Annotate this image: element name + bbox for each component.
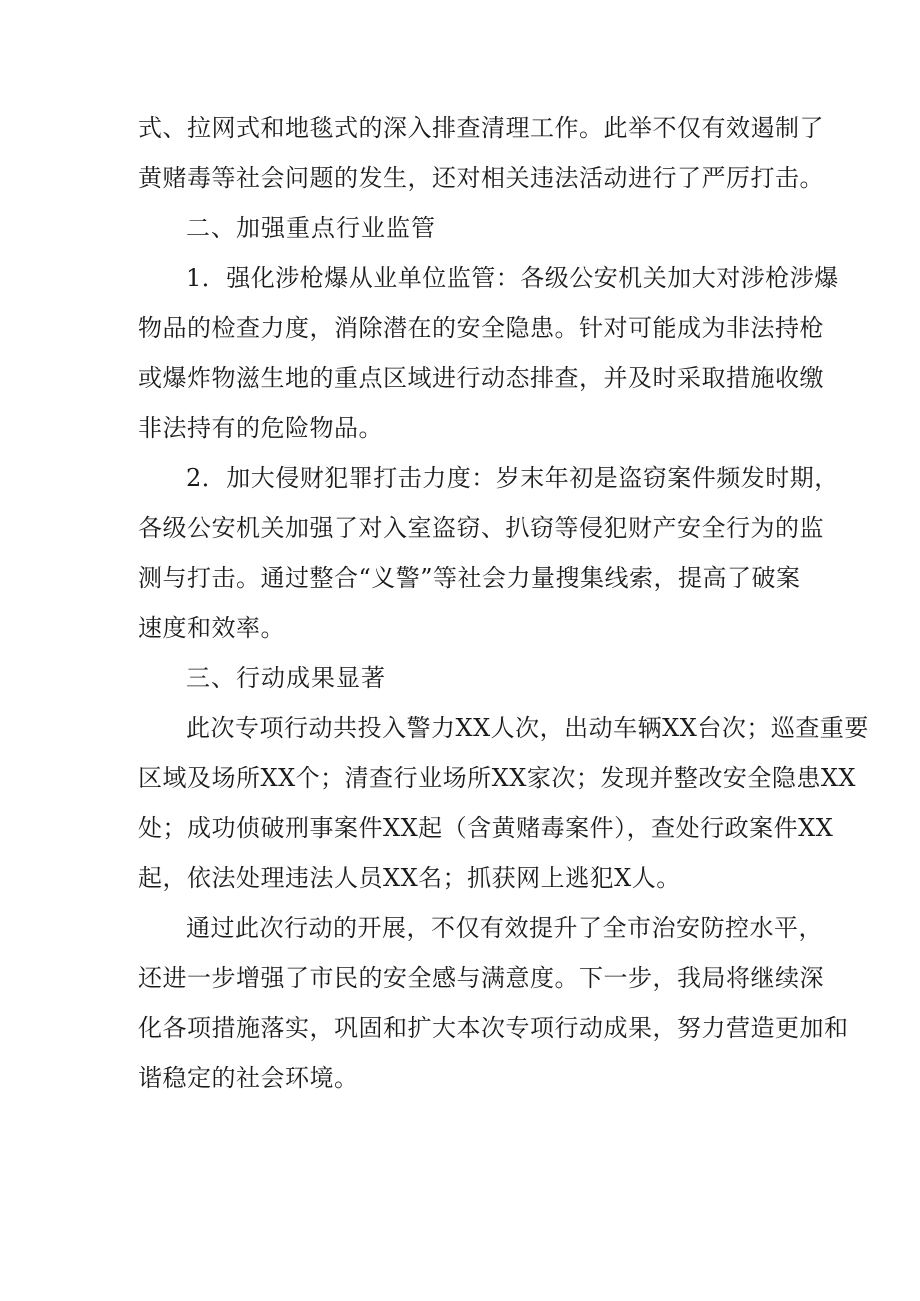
paragraph-line: 区域及场所XX个；清查行业场所XX家次；发现并整改安全隐患XX xyxy=(138,764,857,792)
paragraph-line: 1．强化涉枪爆从业单位监管：各级公安机关加大对涉枪涉爆 xyxy=(186,264,839,292)
paragraph-line: 测与打击。通过整合“义警”等社会力量搜集线索，提高了破案 xyxy=(138,564,801,592)
paragraph-line: 此次专项行动共投入警力XX人次，出动车辆XX台次；巡查重要 xyxy=(186,714,869,742)
paragraph-line: 物品的检查力度，消除潜在的安全隐患。针对可能成为非法持枪 xyxy=(138,314,824,342)
paragraph-line: 式、拉网式和地毯式的深入排查清理工作。此举不仅有效遏制了 xyxy=(138,114,824,142)
paragraph-line: 谐稳定的社会环境。 xyxy=(138,1064,359,1092)
paragraph-line: 2．加大侵财犯罪打击力度：岁末年初是盗窃案件频发时期， xyxy=(186,464,839,492)
paragraph-line: 非法持有的危险物品。 xyxy=(138,414,383,442)
paragraph-line: 或爆炸物滋生地的重点区域进行动态排查，并及时采取措施收缴 xyxy=(138,364,824,392)
paragraph-line: 通过此次行动的开展，不仅有效提升了全市治安防控水平， xyxy=(186,914,823,942)
paragraph-line: 黄赌毒等社会问题的发生，还对相关违法活动进行了严厉打击。 xyxy=(138,164,824,192)
paragraph-line: 还进一步增强了市民的安全感与满意度。下一步，我局将继续深 xyxy=(138,964,824,992)
paragraph-line: 化各项措施落实，巩固和扩大本次专项行动成果，努力营造更加和 xyxy=(138,1014,849,1042)
paragraph-line: 起，依法处理违法人员XX名；抓获网上逃犯X人。 xyxy=(138,864,681,892)
paragraph-line: 各级公安机关加强了对入室盗窃、扒窃等侵犯财产安全行为的监 xyxy=(138,514,824,542)
section-heading: 二、加强重点行业监管 xyxy=(186,214,436,242)
section-heading: 三、行动成果显著 xyxy=(186,664,386,692)
paragraph-line: 速度和效率。 xyxy=(138,614,285,642)
paragraph-line: 处；成功侦破刑事案件XX起（含黄赌毒案件），查处行政案件XX xyxy=(138,814,834,842)
